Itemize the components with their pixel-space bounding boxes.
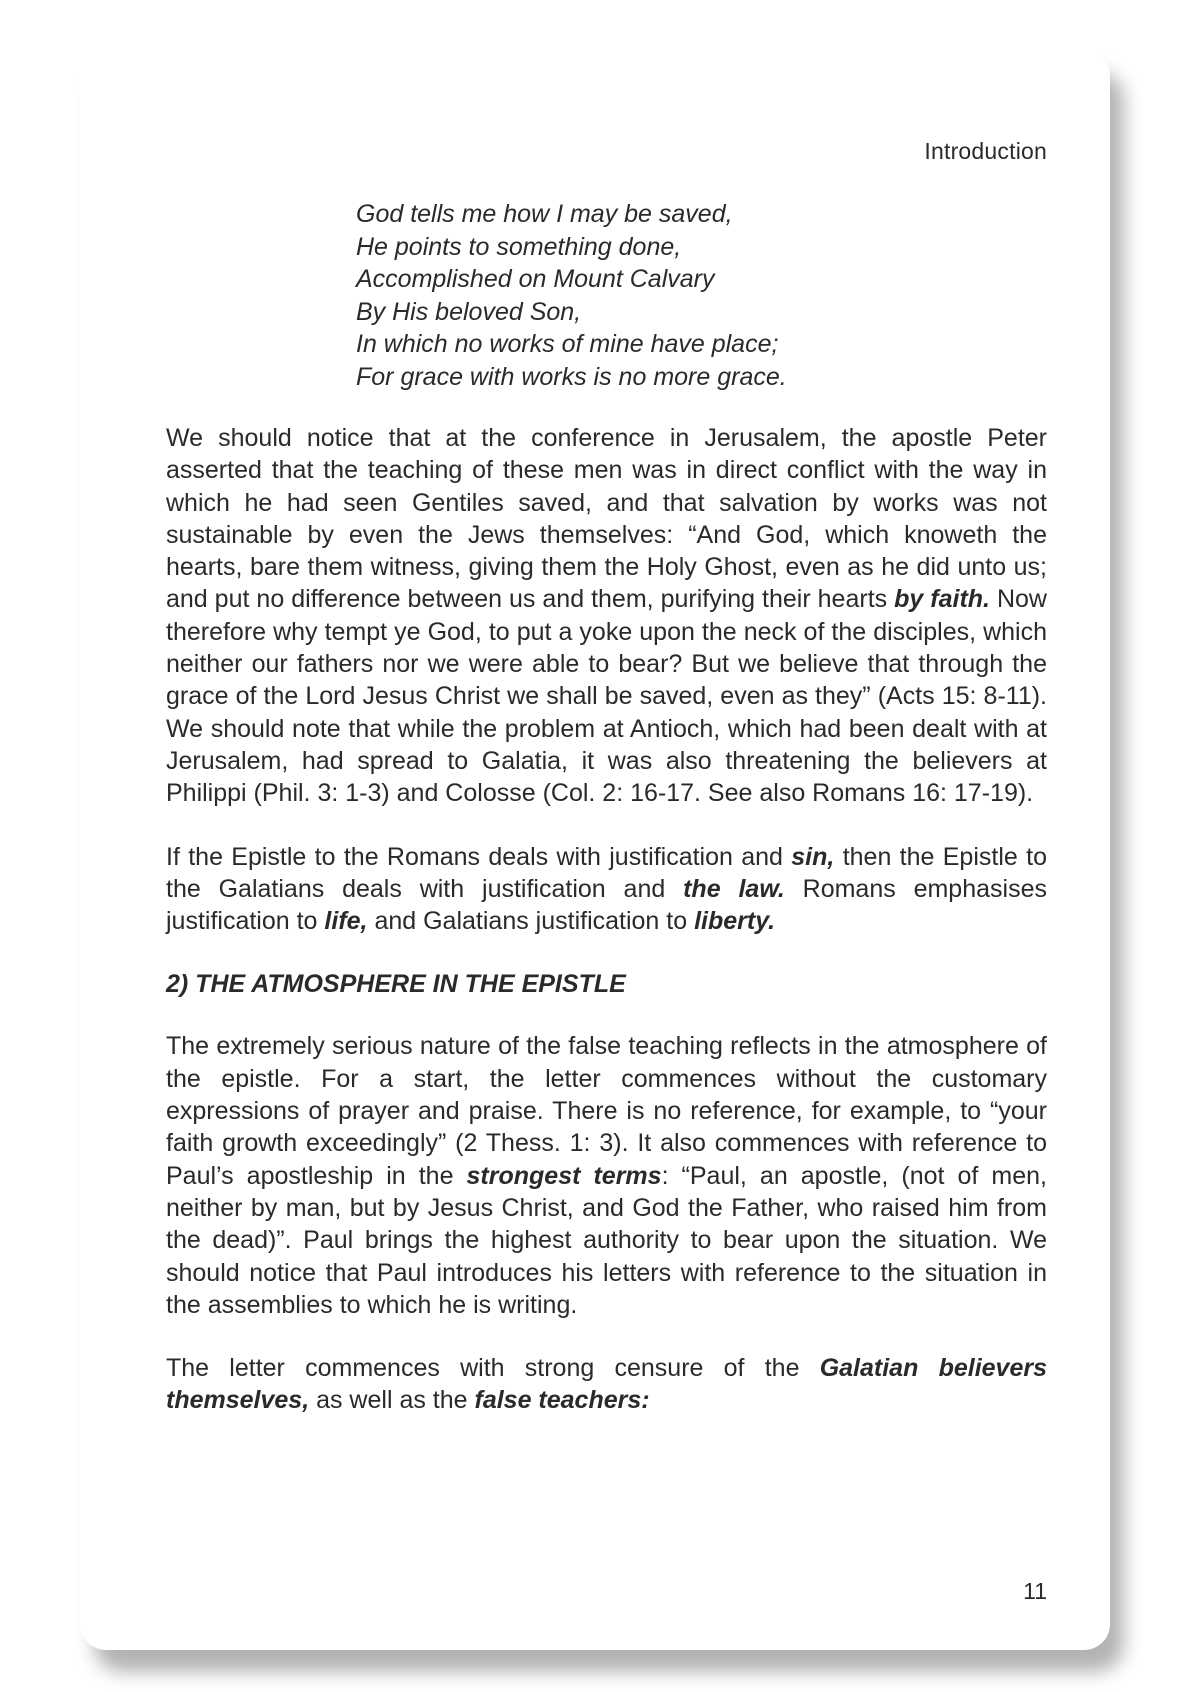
emphasis-text: false teachers: <box>474 1386 650 1415</box>
emphasis-text: strongest terms <box>466 1161 662 1190</box>
text-run: The extremely serious nature of the false teaching reflects in the atmosphere of the epistle. For a start, the letter commences without the customary expressions of prayer and praise. There is no reference, for example, to “your faith growth exceedingly” (2 Thess. 1: 3). It also commences with reference to Paul’s apostleship in the <box>166 1032 1047 1190</box>
poem-line: He points to something done, <box>356 232 682 261</box>
paragraph-atmosphere <box>166 1030 1047 1321</box>
poem-line: For grace with works is no more grace. <box>356 362 787 391</box>
emphasis-text: liberty. <box>694 907 776 936</box>
text-run: The letter commences with strong censure of the <box>166 1354 820 1383</box>
text-run: Now therefore why tempt ye God, to put a yoke upon the neck of the disciples, which neither our fathers nor we were able to bear? But we believe that through the grace of the Lord Jesus Christ we shall be saved, even as they” (Acts 15: 8-11). We should note that while the problem at Antioch, which had been dealt with at Jerusalem, had spread to Galatia, it was also threatening the believers at Philippi (Phil. 3: 1-3) and Colosse (Col. 2: 16-17. See also Romans 16: 17-19). <box>166 585 1047 808</box>
emphasis-text: life, <box>324 907 368 936</box>
book-page <box>80 50 1110 1650</box>
emphasis-text: by faith. <box>894 585 990 614</box>
emphasis-text: Galatian believers themselves, <box>166 1354 1047 1415</box>
text-run: and Galatians justification to <box>367 907 695 936</box>
emphasis-text: the law. <box>683 874 785 903</box>
text-run: We should notice that at the conference in Jerusalem, the apostle Peter asserted that the teaching of these men was in direct conflict with the way in which he had seen Gentiles saved, and that salvation by works was not sustainable by even the Jews themselves: “And God, which knoweth the hearts, bare them witness, giving them the Holy Ghost, even as he did unto us; and put no difference between us and them, purifying their hearts <box>166 424 1047 614</box>
text-run: If the Epistle to the Romans deals with justification and <box>166 842 792 871</box>
running-header: Introduction <box>924 138 1047 164</box>
text-run: then the Epistle to the Galatians deals with justification and <box>166 842 1047 903</box>
poem-quote <box>356 198 787 393</box>
text-run: : “Paul, an apostle, (not of men, neither by man, but by Jesus Christ, and God the Father, who raised him from the dead)”. Paul brings the highest authority to bear upon the situation. We should notice that Paul introduces his letters with reference to the situation in the assemblies to which he is writing. <box>166 1161 1047 1319</box>
poem-line: God tells me how I may be saved, <box>356 200 733 228</box>
text-run: Romans emphasises justification to <box>166 874 1047 936</box>
poem-line: Accomplished on Mount Calvary <box>356 265 715 293</box>
paragraph-jerusalem-conference <box>166 422 1047 810</box>
paragraph-romans-galatians <box>166 841 1047 938</box>
paragraph-censure <box>166 1352 1047 1417</box>
poem-line: In which no works of mine have place; <box>356 330 779 358</box>
page-number: 11 <box>1023 1578 1047 1604</box>
poem-line: By His beloved Son, <box>356 297 582 326</box>
text-run: as well as the <box>309 1386 475 1415</box>
emphasis-text: sin, <box>791 842 835 871</box>
section-heading: 2) THE ATMOSPHERE IN THE EPISTLE <box>166 970 626 999</box>
body-text <box>166 422 1047 1448</box>
